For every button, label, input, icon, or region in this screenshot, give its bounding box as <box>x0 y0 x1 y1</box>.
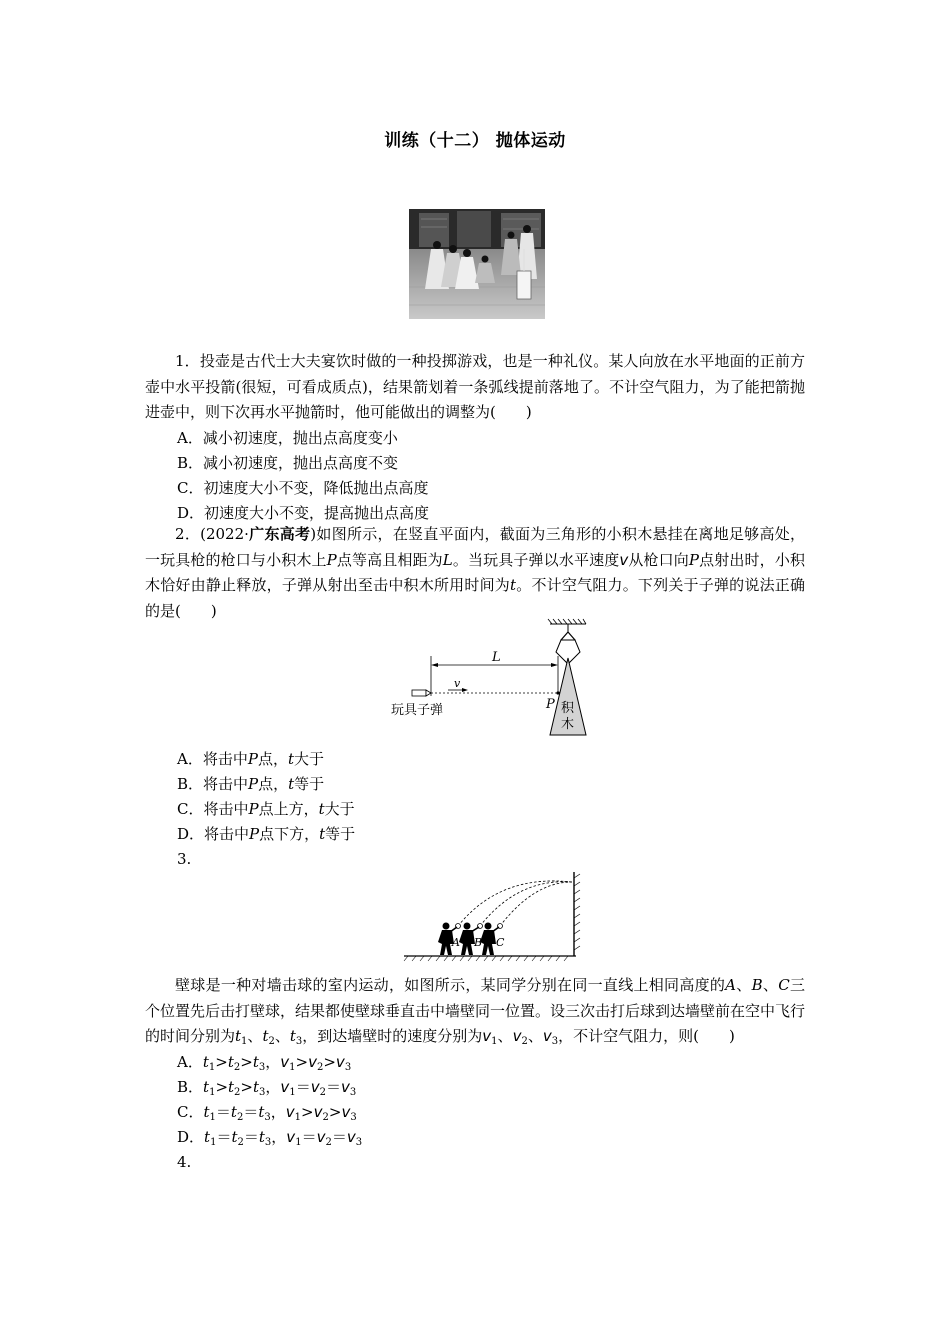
page-title: 训练（十二） 抛体运动 <box>384 131 566 151</box>
block-label-2: 木 <box>561 717 575 732</box>
bullet-block-diagram <box>390 618 620 740</box>
q3-stem: 壁球是一种对墙击球的室内运动，如图所示，某同学分别在同一直线上相同高度的A、B、C三个位置先后击打壁球，结果都使壁球垂直击中墙壁同一位置。设三次击打后球到达墙壁前在空中飞行的时间分别为$t_1$、$t_2$、$t_3$，到达墙壁时的速度分别为$v_1$、$v_2$、$v_3$，不计空气阻力，则( ) <box>145 976 806 1047</box>
q2-option-c: C．将击中P点上方，t大于 <box>177 800 355 818</box>
q1-option-a: A．减小初速度，抛出点高度变小 <box>177 428 398 447</box>
question-2-options <box>145 747 805 872</box>
P-label: P <box>546 697 555 712</box>
block-label-1: 积 <box>561 701 575 716</box>
A-label: A <box>452 936 460 949</box>
q2-option-a: A．将击中P点，t大于 <box>177 750 324 768</box>
q2-option-b: B．将击中P点，t等于 <box>177 775 325 793</box>
question-1 <box>145 349 805 526</box>
q4-number: 4. <box>177 1152 192 1171</box>
q3-option-b: B．$t_1>t_2>t_3$，$v_1=v_2=v_3$ <box>177 1077 357 1098</box>
q1-option-b: B．减小初速度，抛出点高度不变 <box>177 453 399 472</box>
q2-option-d: D．将击中P点下方，t等于 <box>177 825 356 843</box>
q3-option-d: D．$t_1=t_2=t_3$，$v_1=v_2=v_3$ <box>177 1127 363 1148</box>
q3-number: 3. <box>177 850 192 868</box>
q2-source: 广东高考 <box>248 525 311 543</box>
question-2 <box>145 522 805 624</box>
bullet-label: 玩具子弹 <box>391 703 444 718</box>
C-label: C <box>496 936 505 949</box>
q3-option-c: C．$t_1=t_2=t_3$，$v_1>v_2>v_3$ <box>177 1102 357 1123</box>
q1-option-d: D．初速度大小不变，提高抛出点高度 <box>177 503 430 522</box>
v-label: v <box>454 677 461 690</box>
pitch-pot-photo <box>409 209 545 319</box>
q1-option-c: C．初速度大小不变，降低抛出点高度 <box>177 478 429 497</box>
L-label: L <box>492 650 501 665</box>
question-3 <box>145 973 805 1175</box>
squash-diagram <box>400 868 590 964</box>
B-label: B <box>474 936 483 949</box>
q3-option-a: A．$t_1>t_2>t_3$，$v_1>v_2>v_3$ <box>177 1052 352 1073</box>
q2-stem: 2．(2022·广东高考)如图所示，在竖直平面内，截面为三角形的小积木悬挂在离地足够高处，一玩具枪的枪口与小积木上P点等高且相距为L。当玩具子弹以水平速度v从枪口向P点射出时，小积木恰好由静止释放，子弹从射出至击中积木所用时间为t。不计空气阻力。下列关于子弹的说法正确的是( ) <box>145 525 805 620</box>
q1-stem: 1．投壶是古代士大夫宴饮时做的一种投掷游戏，也是一种礼仪。某人向放在水平地面的正前方壶中水平投箭(很短，可看成质点)，结果箭划着一条弧线提前落地了。不计空气阻力，为了能把箭抛进壶中，则下次再水平抛箭时，他可能做出的调整为( ) <box>145 352 805 421</box>
